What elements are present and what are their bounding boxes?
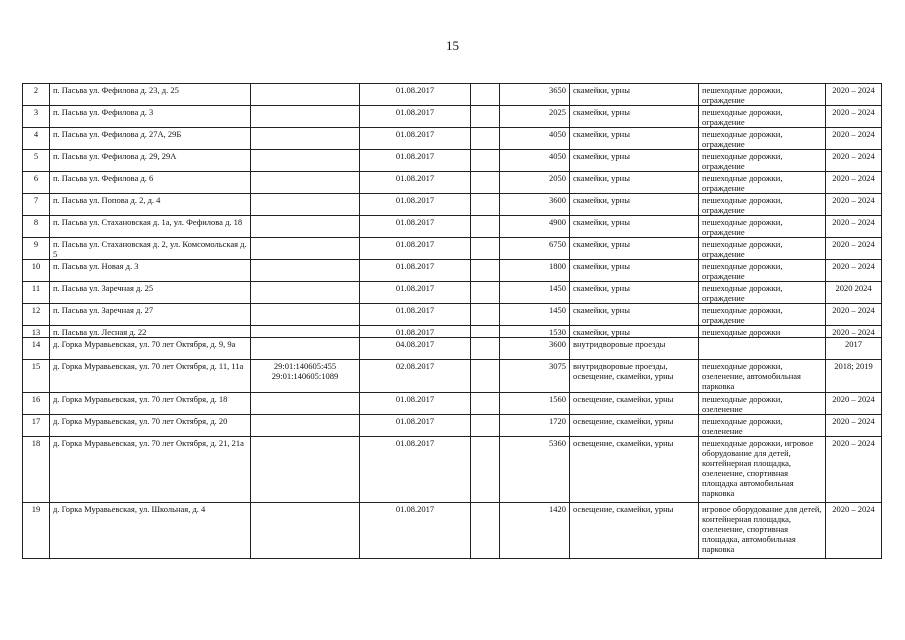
row-number-cell: 13 [23, 326, 50, 338]
date-cell: 01.08.2017 [360, 84, 471, 106]
row-number-cell: 10 [23, 260, 50, 282]
improvements-cell: пешеходные дорожки, ограждение [699, 238, 826, 260]
blank-cell [471, 393, 500, 415]
years-cell: 2020 – 2024 [826, 172, 882, 194]
years-cell: 2018; 2019 [826, 360, 882, 393]
table-row [23, 437, 882, 503]
address-cell: п. Пасьва ул. Фефилова д. 23, д. 25 [50, 84, 251, 106]
table-row [23, 128, 882, 150]
area-cell: 1420 [500, 503, 570, 559]
table-row [23, 338, 882, 360]
equipment-cell: скамейки, урны [570, 238, 699, 260]
area-cell: 4050 [500, 150, 570, 172]
area-cell: 1530 [500, 326, 570, 338]
equipment-cell: освещение, скамейки, урны [570, 393, 699, 415]
table-row [23, 503, 882, 559]
cadastral-number-cell [251, 282, 360, 304]
improvements-cell: пешеходные дорожки, ограждение [699, 150, 826, 172]
row-number-cell: 6 [23, 172, 50, 194]
years-cell: 2020 – 2024 [826, 150, 882, 172]
equipment-cell: освещение, скамейки, урны [570, 437, 699, 503]
equipment-cell: внутридворовые проезды [570, 338, 699, 360]
address-cell: п. Пасьва ул. Лесная д. 22 [50, 326, 251, 338]
row-number-cell: 19 [23, 503, 50, 559]
address-cell: д. Горка Муравьевская, ул. Школьная, д. 4 [50, 503, 251, 559]
area-cell: 5360 [500, 437, 570, 503]
years-cell: 2020 – 2024 [826, 106, 882, 128]
improvements-cell: пешеходные дорожки, ограждение [699, 106, 826, 128]
address-cell: п. Пасьва ул. Стахановская д. 1а, ул. Фефилова д. 18 [50, 216, 251, 238]
area-cell: 1720 [500, 415, 570, 437]
blank-cell [471, 260, 500, 282]
row-number-cell: 4 [23, 128, 50, 150]
equipment-cell: освещение, скамейки, урны [570, 503, 699, 559]
equipment-cell: скамейки, урны [570, 282, 699, 304]
equipment-cell: скамейки, урны [570, 260, 699, 282]
area-cell: 2025 [500, 106, 570, 128]
blank-cell [471, 437, 500, 503]
row-number-cell: 5 [23, 150, 50, 172]
cadastral-number-cell [251, 415, 360, 437]
date-cell: 01.08.2017 [360, 172, 471, 194]
years-cell: 2020 – 2024 [826, 128, 882, 150]
date-cell: 01.08.2017 [360, 304, 471, 326]
row-number-cell: 17 [23, 415, 50, 437]
improvements-cell: пешеходные дорожки, ограждение [699, 260, 826, 282]
date-cell: 01.08.2017 [360, 238, 471, 260]
area-cell: 4900 [500, 216, 570, 238]
address-cell: д. Горка Муравьевская, ул. 70 лет Октября, д. 9, 9а [50, 338, 251, 360]
years-cell: 2020 – 2024 [826, 415, 882, 437]
area-cell: 2050 [500, 172, 570, 194]
area-cell: 3650 [500, 84, 570, 106]
equipment-cell: скамейки, урны [570, 172, 699, 194]
row-number-cell: 2 [23, 84, 50, 106]
area-cell: 3600 [500, 194, 570, 216]
address-cell: п. Пасьва ул. Заречная д. 25 [50, 282, 251, 304]
page-number: 15 [446, 38, 459, 53]
blank-cell [471, 282, 500, 304]
improvements-cell: пешеходные дорожки, ограждение [699, 84, 826, 106]
row-number-cell: 11 [23, 282, 50, 304]
improvements-cell: пешеходные дорожки, озеленение [699, 393, 826, 415]
table-row [23, 360, 882, 393]
area-cell: 1450 [500, 304, 570, 326]
date-cell: 01.08.2017 [360, 106, 471, 128]
blank-cell [471, 360, 500, 393]
years-cell: 2020 – 2024 [826, 437, 882, 503]
equipment-cell: скамейки, урны [570, 84, 699, 106]
date-cell: 01.08.2017 [360, 128, 471, 150]
area-cell: 1560 [500, 393, 570, 415]
blank-cell [471, 238, 500, 260]
improvements-cell: пешеходные дорожки, ограждение [699, 216, 826, 238]
date-cell: 01.08.2017 [360, 326, 471, 338]
improvements-cell: пешеходные дорожки, ограждение [699, 282, 826, 304]
years-cell: 2020 – 2024 [826, 393, 882, 415]
area-cell: 1800 [500, 260, 570, 282]
registry-table [22, 83, 882, 559]
years-cell: 2020 – 2024 [826, 216, 882, 238]
cadastral-number-cell [251, 238, 360, 260]
table-row [23, 393, 882, 415]
row-number-cell: 12 [23, 304, 50, 326]
row-number-cell: 18 [23, 437, 50, 503]
address-cell: п. Пасьва ул. Заречная д. 27 [50, 304, 251, 326]
years-cell: 2020 2024 [826, 282, 882, 304]
cadastral-number-cell [251, 150, 360, 172]
equipment-cell: скамейки, урны [570, 216, 699, 238]
years-cell: 2020 – 2024 [826, 238, 882, 260]
date-cell: 01.08.2017 [360, 260, 471, 282]
table-row [23, 172, 882, 194]
row-number-cell: 14 [23, 338, 50, 360]
blank-cell [471, 172, 500, 194]
table-row [23, 304, 882, 326]
blank-cell [471, 194, 500, 216]
improvements-cell: пешеходные дорожки, ограждение [699, 128, 826, 150]
cadastral-number-cell: 29:01:140605:455 29:01:140605:1089 [251, 360, 360, 393]
address-cell: п. Пасьва ул. Стахановская д. 2, ул. Комсомольская д. 5 [50, 238, 251, 260]
address-cell: д. Горка Муравьевская, ул. 70 лет Октября, д. 20 [50, 415, 251, 437]
cadastral-number-cell [251, 304, 360, 326]
table-row [23, 216, 882, 238]
table-row [23, 326, 882, 338]
address-cell: д. Горка Муравьевская, ул. 70 лет Октября, д. 18 [50, 393, 251, 415]
improvements-cell [699, 338, 826, 360]
blank-cell [471, 415, 500, 437]
equipment-cell: скамейки, урны [570, 304, 699, 326]
years-cell: 2020 – 2024 [826, 503, 882, 559]
equipment-cell: скамейки, урны [570, 106, 699, 128]
improvements-cell: пешеходные дорожки, ограждение [699, 194, 826, 216]
improvements-cell: пешеходные дорожки [699, 326, 826, 338]
date-cell: 01.08.2017 [360, 437, 471, 503]
equipment-cell: внутридворовые проезды, освещение, скамейки, урны [570, 360, 699, 393]
cadastral-number-cell [251, 260, 360, 282]
improvements-cell: пешеходные дорожки, игровое оборудование для детей, контейнерная площадка, озеленение, спортивная площадка автомобильная парковка [699, 437, 826, 503]
row-number-cell: 3 [23, 106, 50, 128]
cadastral-number-cell [251, 84, 360, 106]
table-row [23, 238, 882, 260]
area-cell: 6750 [500, 238, 570, 260]
years-cell: 2020 – 2024 [826, 84, 882, 106]
cadastral-number-cell [251, 106, 360, 128]
blank-cell [471, 216, 500, 238]
date-cell: 01.08.2017 [360, 150, 471, 172]
table-row [23, 282, 882, 304]
blank-cell [471, 84, 500, 106]
row-number-cell: 9 [23, 238, 50, 260]
date-cell: 01.08.2017 [360, 282, 471, 304]
blank-cell [471, 338, 500, 360]
cadastral-number-cell [251, 326, 360, 338]
address-cell: п. Пасьва ул. Фефилова д. 27А, 29Б [50, 128, 251, 150]
address-cell: п. Пасьва ул. Новая д. 3 [50, 260, 251, 282]
blank-cell [471, 304, 500, 326]
address-cell: п. Пасьва ул. Фефилова д. 29, 29А [50, 150, 251, 172]
years-cell: 2017 [826, 338, 882, 360]
date-cell: 01.08.2017 [360, 194, 471, 216]
table-row [23, 84, 882, 106]
equipment-cell: скамейки, урны [570, 326, 699, 338]
cadastral-number-cell [251, 172, 360, 194]
row-number-cell: 8 [23, 216, 50, 238]
improvements-cell: пешеходные дорожки, ограждение [699, 172, 826, 194]
blank-cell [471, 503, 500, 559]
years-cell: 2020 – 2024 [826, 304, 882, 326]
improvements-cell: игровое оборудование для детей, контейнерная площадка, озеленение, спортивная площадка, автомобильная парковка [699, 503, 826, 559]
table-row [23, 260, 882, 282]
improvements-cell: пешеходные дорожки, озеленение [699, 415, 826, 437]
area-cell: 1450 [500, 282, 570, 304]
date-cell: 01.08.2017 [360, 415, 471, 437]
blank-cell [471, 128, 500, 150]
date-cell: 02.08.2017 [360, 360, 471, 393]
blank-cell [471, 106, 500, 128]
table-row [23, 150, 882, 172]
date-cell: 01.08.2017 [360, 503, 471, 559]
blank-cell [471, 326, 500, 338]
area-cell: 4050 [500, 128, 570, 150]
improvements-cell: пешеходные дорожки, озеленение, автомобильная парковка [699, 360, 826, 393]
cadastral-number-cell [251, 216, 360, 238]
date-cell: 01.08.2017 [360, 393, 471, 415]
years-cell: 2020 – 2024 [826, 260, 882, 282]
equipment-cell: скамейки, урны [570, 150, 699, 172]
address-cell: п. Пасьва ул. Фефилова д. 6 [50, 172, 251, 194]
cadastral-number-cell [251, 393, 360, 415]
address-cell: п. Пасьва ул. Попова д. 2, д. 4 [50, 194, 251, 216]
years-cell: 2020 – 2024 [826, 326, 882, 338]
cadastral-number-cell [251, 338, 360, 360]
area-cell: 3600 [500, 338, 570, 360]
row-number-cell: 16 [23, 393, 50, 415]
address-cell: п. Пасьва ул. Фефилова д. 3 [50, 106, 251, 128]
equipment-cell: освещение, скамейки, урны [570, 415, 699, 437]
area-cell: 3075 [500, 360, 570, 393]
table-row [23, 415, 882, 437]
row-number-cell: 15 [23, 360, 50, 393]
cadastral-number-cell [251, 503, 360, 559]
table-row [23, 106, 882, 128]
blank-cell [471, 150, 500, 172]
cadastral-number-cell [251, 194, 360, 216]
equipment-cell: скамейки, урны [570, 194, 699, 216]
date-cell: 01.08.2017 [360, 216, 471, 238]
row-number-cell: 7 [23, 194, 50, 216]
address-cell: д. Горка Муравьевская, ул. 70 лет Октября, д. 21, 21а [50, 437, 251, 503]
cadastral-number-cell [251, 437, 360, 503]
improvements-cell: пешеходные дорожки, ограждение [699, 304, 826, 326]
years-cell: 2020 – 2024 [826, 194, 882, 216]
equipment-cell: скамейки, урны [570, 128, 699, 150]
date-cell: 04.08.2017 [360, 338, 471, 360]
address-cell: д. Горка Муравьевская, ул. 70 лет Октября, д. 11, 11а [50, 360, 251, 393]
cadastral-number-cell [251, 128, 360, 150]
table-row [23, 194, 882, 216]
table-body [23, 84, 882, 559]
